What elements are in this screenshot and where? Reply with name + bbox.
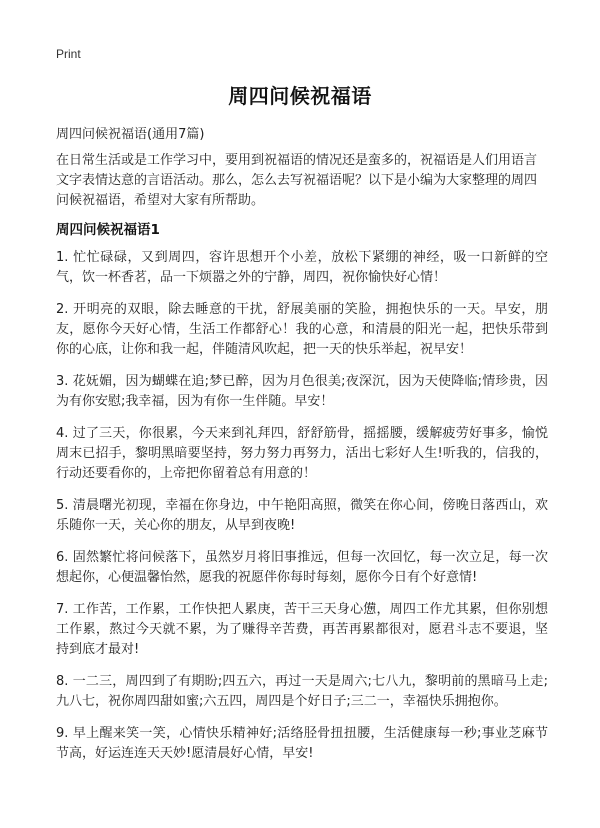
print-link[interactable]: Print xyxy=(56,47,81,61)
intro-paragraph: 在日常生活或是工作学习中，要用到祝福语的情况还是蛮多的，祝福语是人们用语言文字表情达意的言语活动。那么，怎么去写祝福语呢？以下是小编为大家整理的周四问候祝福语，希望对大家有所帮助。 xyxy=(56,153,538,208)
list-item: 7. 工作苦，工作累，工作快把人累庚，苦干三天身心憊，周四工作尤其累，但你别想工作累，熬过今天就不累，为了赚得辛苦费，再苦再累都很对，愿君斗志不要退，坚持到底才最对! xyxy=(56,602,548,657)
list-item: 3. 花妩媚，因为蝴蝶在追;梦已醉，因为月色很美;夜深沉，因为天使降临;情珍贵，因为有你安慰;我幸福，因为有你一生伴随。早安！ xyxy=(56,374,548,409)
section-heading: 周四问候祝福语1 xyxy=(56,222,160,238)
list-item: 8. 一二三，周四到了有期盼;四五六，再过一天是周六;七八九，黎明前的黑暗马上走;九八七，祝你周四甜如蜜;六五四，周四是个好日子;三二一，幸福快乐拥抱你。 xyxy=(56,674,548,709)
list-item: 2. 开明亮的双眼，除去睡意的干扰，舒展美丽的笑脸，拥抱快乐的一天。早安，朋友，愿你今天好心情，生活工作都舒心！我的心意，和清晨的阳光一起，把快乐带到你的心底，让你和我一起，伴随清风吹起，把一天的快乐举起，祝早安！ xyxy=(56,302,548,357)
list-item: 1. 忙忙碌碌，又到周四，容许思想开个小差，放松下紧绷的神经，吸一口新鲜的空气，饮一杯香茗，品一下烦嚣之外的宁静，周四，祝你愉快好心情！ xyxy=(56,250,548,285)
list-item: 6. 固然繁忙将问候落下，虽然岁月将旧事推远，但每一次回忆，每一次立足，每一次想起你，心便温馨怡然，愿我的祝愿伴你每时每刻，愿你今日有个好意情! xyxy=(56,550,548,585)
list-item: 9. 早上醒来笑一笑，心情快乐精神好;活络胫骨扭扭腰，生活健康每一秒;事业芝麻节节高，好运连连天天妙!愿清晨好心情，早安! xyxy=(56,726,548,761)
list-item: 4. 过了三天，你很累，今天来到礼拜四，舒舒筋骨，摇摇腰，缓解疲劳好事多，愉悦周末已招手，黎明黑暗要坚持，努力努力再努力，活出七彩好人生!听我的，信我的，行动还要看你的，上帝把你留着总有用意的！ xyxy=(56,426,548,481)
list-item: 5. 清晨曙光初现，幸福在你身边，中午艳阳高照，微笑在你心间，傍晚日落西山，欢乐随你一天，关心你的朋友，从早到夜晚! xyxy=(56,498,548,533)
page-title: 周四问候祝福语 xyxy=(228,84,372,108)
greeting-list xyxy=(56,248,548,776)
document-subtitle: 周四问候祝福语(通用7篇) xyxy=(56,127,205,142)
